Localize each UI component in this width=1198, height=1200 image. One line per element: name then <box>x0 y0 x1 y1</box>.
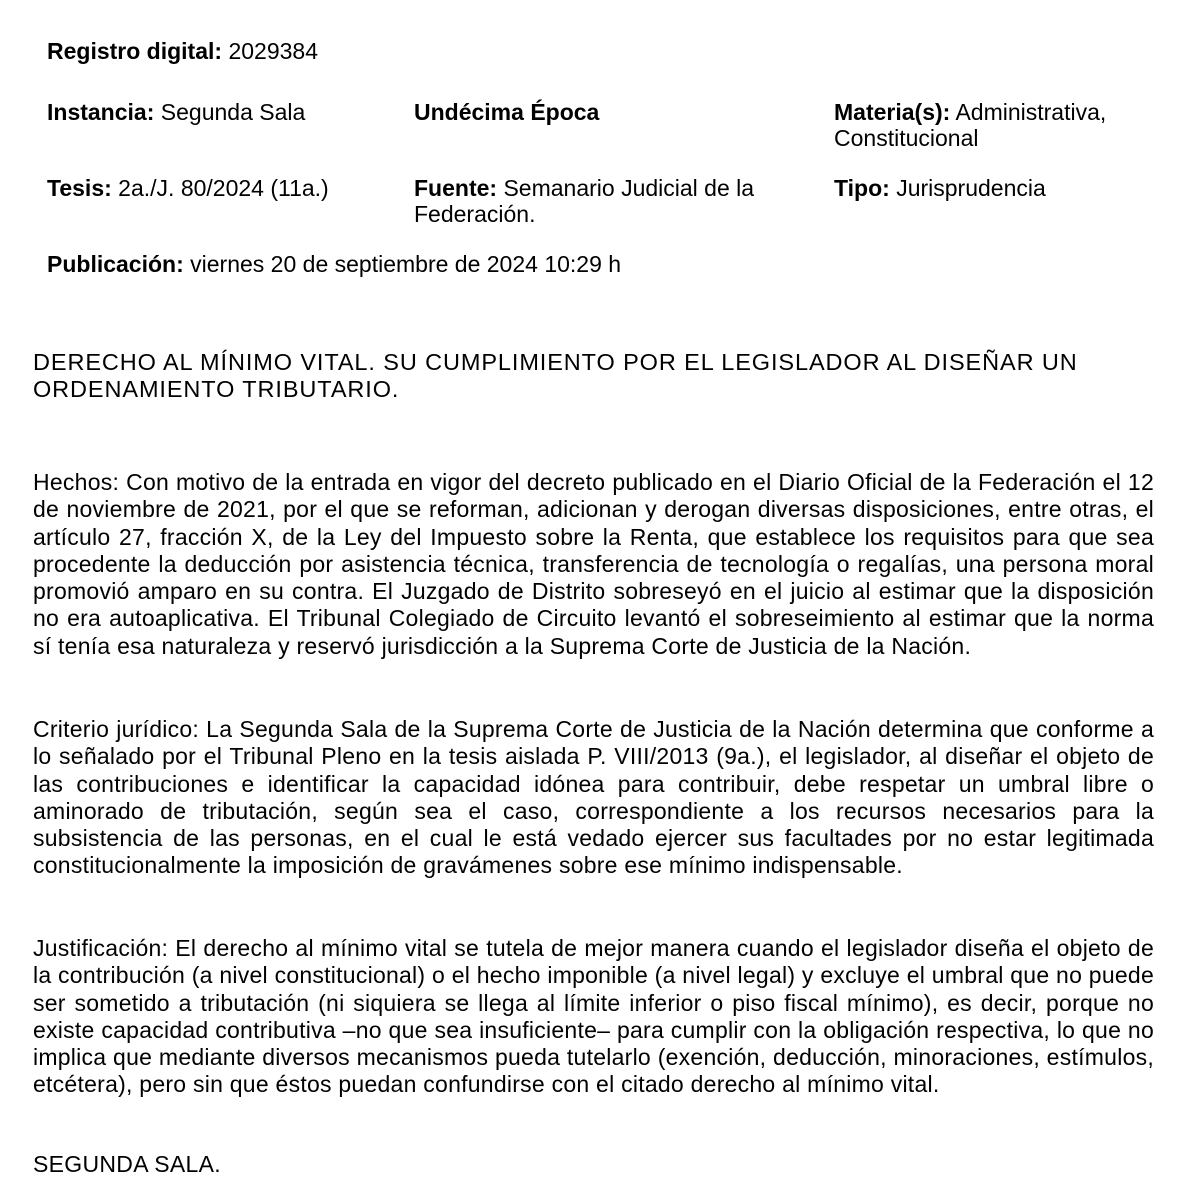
registro-digital-value: 2029384 <box>228 38 318 64</box>
epoca-value: Undécima Época <box>414 99 600 125</box>
tipo-value: Jurisprudencia <box>896 175 1046 201</box>
materia-value: Administrativa, Constitucional <box>834 99 1107 151</box>
fuente-value: Semanario Judicial de la Federación. <box>414 175 755 227</box>
paragraph-criterio: Criterio jurídico: La Segunda Sala de la Suprema Corte de Justicia de la Nación determina que conforme a lo señalado por el Tribunal Pleno en la tesis aislada P. VIII/2013 (9a.), el legislador, al diseñar el objeto de las contribuciones e identificar la capacidad idónea para contribuir, debe respetar un umbral libre o aminorado de tributación, según sea el caso, correspondiente a los recursos necesarios para la subsistencia de las personas, en el cual le está vedado ejercer sus facultades por no estar legitimada constitucionalmente la imposición de gravámenes sobre ese mínimo indispensable. <box>33 716 1154 879</box>
paragraph-justificacion: Justificación: El derecho al mínimo vital se tutela de mejor manera cuando el legislador diseña el objeto de la contribución (a nivel constitucional) o el hecho imponible (a nivel legal) y excluye el umbral que no puede ser sometido a tributación (ni siquiera se llega al límite inferior o piso fiscal mínimo), es decir, porque no existe capacidad contributiva –no que sea insuficiente– para cumplir con la obligación respectiva, lo que no implica que mediante diversos mecanismos pueda tutelarlo (exención, deducción, minoraciones, estímulos, etcétera), pero sin que éstos puedan confundirse con el citado derecho al mínimo vital. <box>33 935 1154 1098</box>
materia-label: Materia(s): <box>834 99 951 125</box>
instancia <box>47 99 305 125</box>
thesis-title: DERECHO AL MÍNIMO VITAL. SU CUMPLIMIENTO POR EL LEGISLADOR AL DISEÑAR UN ORDENAMIENTO TRIBUTARIO. <box>33 349 1078 402</box>
publicacion-label: Publicación: <box>47 251 184 277</box>
tipo <box>834 175 1046 201</box>
materia <box>834 99 1164 151</box>
publicacion-value: viernes 20 de septiembre de 2024 10:29 h <box>190 251 622 277</box>
closing-signature: SEGUNDA SALA. <box>33 1151 221 1177</box>
publicacion <box>47 251 621 277</box>
tesis-value: 2a./J. 80/2024 (11a.) <box>118 175 329 201</box>
tipo-label: Tipo: <box>834 175 890 201</box>
instancia-value: Segunda Sala <box>160 99 306 125</box>
epoca <box>414 99 599 125</box>
fuente <box>414 175 814 227</box>
paragraph-hechos: Hechos: Con motivo de la entrada en vigor del decreto publicado en el Diario Oficial de la Federación el 12 de noviembre de 2021, por el que se reforman, adicionan y derogan diversas disposiciones, entre otras, el artículo 27, fracción X, de la Ley del Impuesto sobre la Renta, que establece los requisitos para que sea procedente la deducción por asistencia técnica, transferencia de tecnología o regalías, una persona moral promovió amparo en su contra. El Juzgado de Distrito sobreseyó en el juicio al estimar que la disposición no era autoaplicativa. El Tribunal Colegiado de Circuito levantó el sobreseimiento al estimar que la norma sí tenía esa naturaleza y reservó jurisdicción a la Suprema Corte de Justicia de la Nación. <box>33 469 1154 659</box>
tesis <box>47 175 329 201</box>
instancia-label: Instancia: <box>47 99 155 125</box>
tesis-label: Tesis: <box>47 175 112 201</box>
fuente-label: Fuente: <box>414 175 498 201</box>
registro-digital-label: Registro digital: <box>47 38 223 64</box>
registro-digital <box>47 38 318 64</box>
